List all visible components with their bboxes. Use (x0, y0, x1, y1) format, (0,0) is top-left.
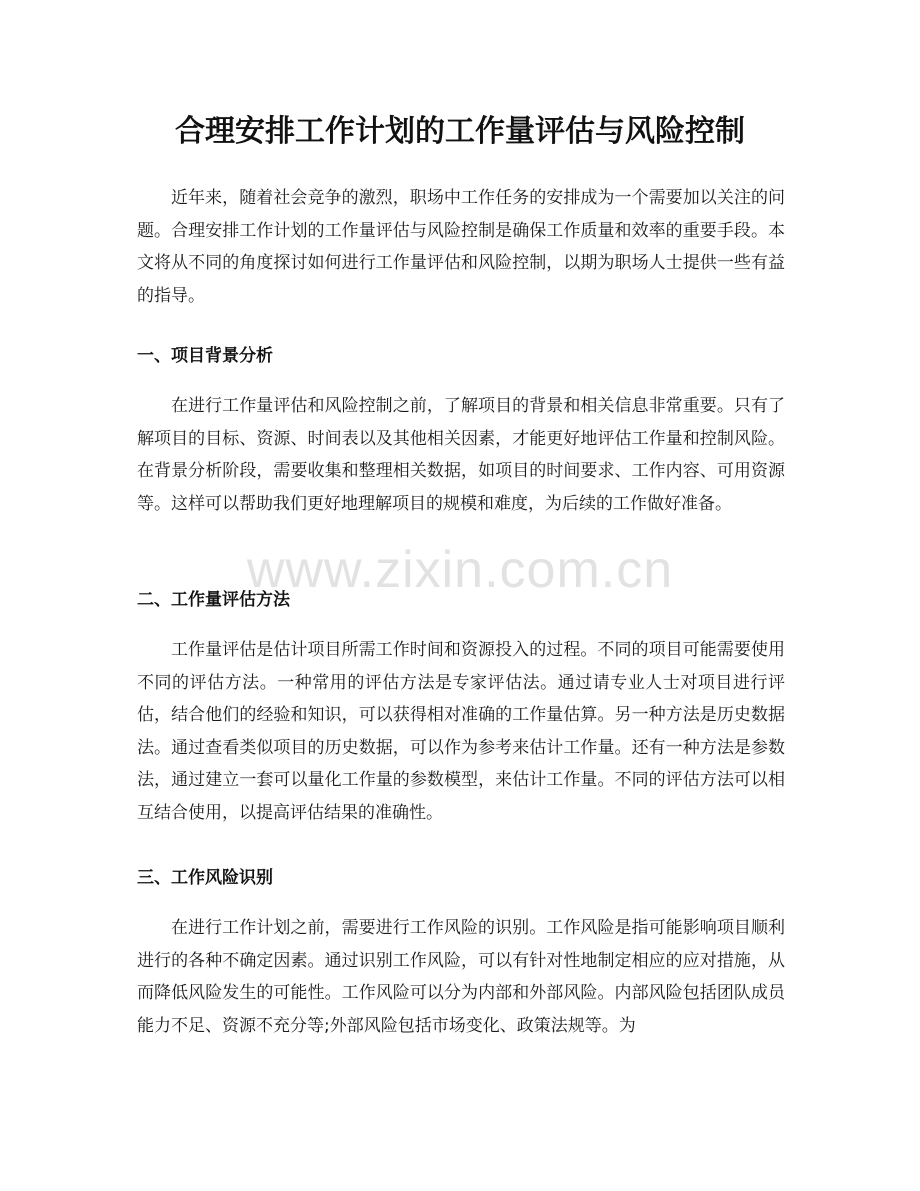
document-title: 合理安排工作计划的工作量评估与风险控制 (175, 114, 745, 149)
section-body-estimation: 工作量评估是估计项目所需工作时间和资源投入的过程。不同的项目可能需要使用不同的评估方法。一种常用的评估方法是专家评估法。通过请专业人士对项目进行评估，结合他们的经验和知识，可以获得相对准确的工作量估算。另一种方法是历史数据法。通过查看类似项目的历史数据，可以作为参考来估计工作量。还有一种方法是参数法，通过建立一套可以量化工作量的参数模型，来估计工作量。不同的评估方法可以相互结合使用，以提高评估结果的准确性。 (137, 640, 785, 823)
intro-paragraph: 近年来，随着社会竞争的激烈，职场中工作任务的安排成为一个需要加以关注的问题。合理安排工作计划的工作量评估与风险控制是确保工作质量和效率的重要手段。本文将从不同的角度探讨如何进行工作量评估和风险控制，以期为职场人士提供一些有益的指导。 (137, 188, 785, 306)
watermark: www.zixin.com.cn (246, 541, 674, 599)
section-body-risk: 在进行工作计划之前，需要进行工作风险的识别。工作风险是指可能影响项目顺利进行的各种不确定因素。通过识别工作风险，可以有针对性地制定相应的应对措施，从而降低风险发生的可能性。工作风险可以分为内部和外部风险。内部风险包括团队成员能力不足、资源不充分等;外部风险包括市场变化、政策法规等。为 (137, 918, 785, 1036)
section-heading-estimation: 二、工作量评估方法 (137, 590, 290, 610)
section-heading-background: 一、项目背景分析 (137, 346, 273, 366)
section-heading-risk: 三、工作风险识别 (137, 868, 273, 888)
section-body-background: 在进行工作量评估和风险控制之前，了解项目的背景和相关信息非常重要。只有了解项目的目标、资源、时间表以及其他相关因素，才能更好地评估工作量和控制风险。在背景分析阶段，需要收集和整理相关数据，如项目的时间要求、工作内容、可用资源等。这样可以帮助我们更好地理解项目的规模和难度，为后续的工作做好准备。 (137, 396, 785, 514)
